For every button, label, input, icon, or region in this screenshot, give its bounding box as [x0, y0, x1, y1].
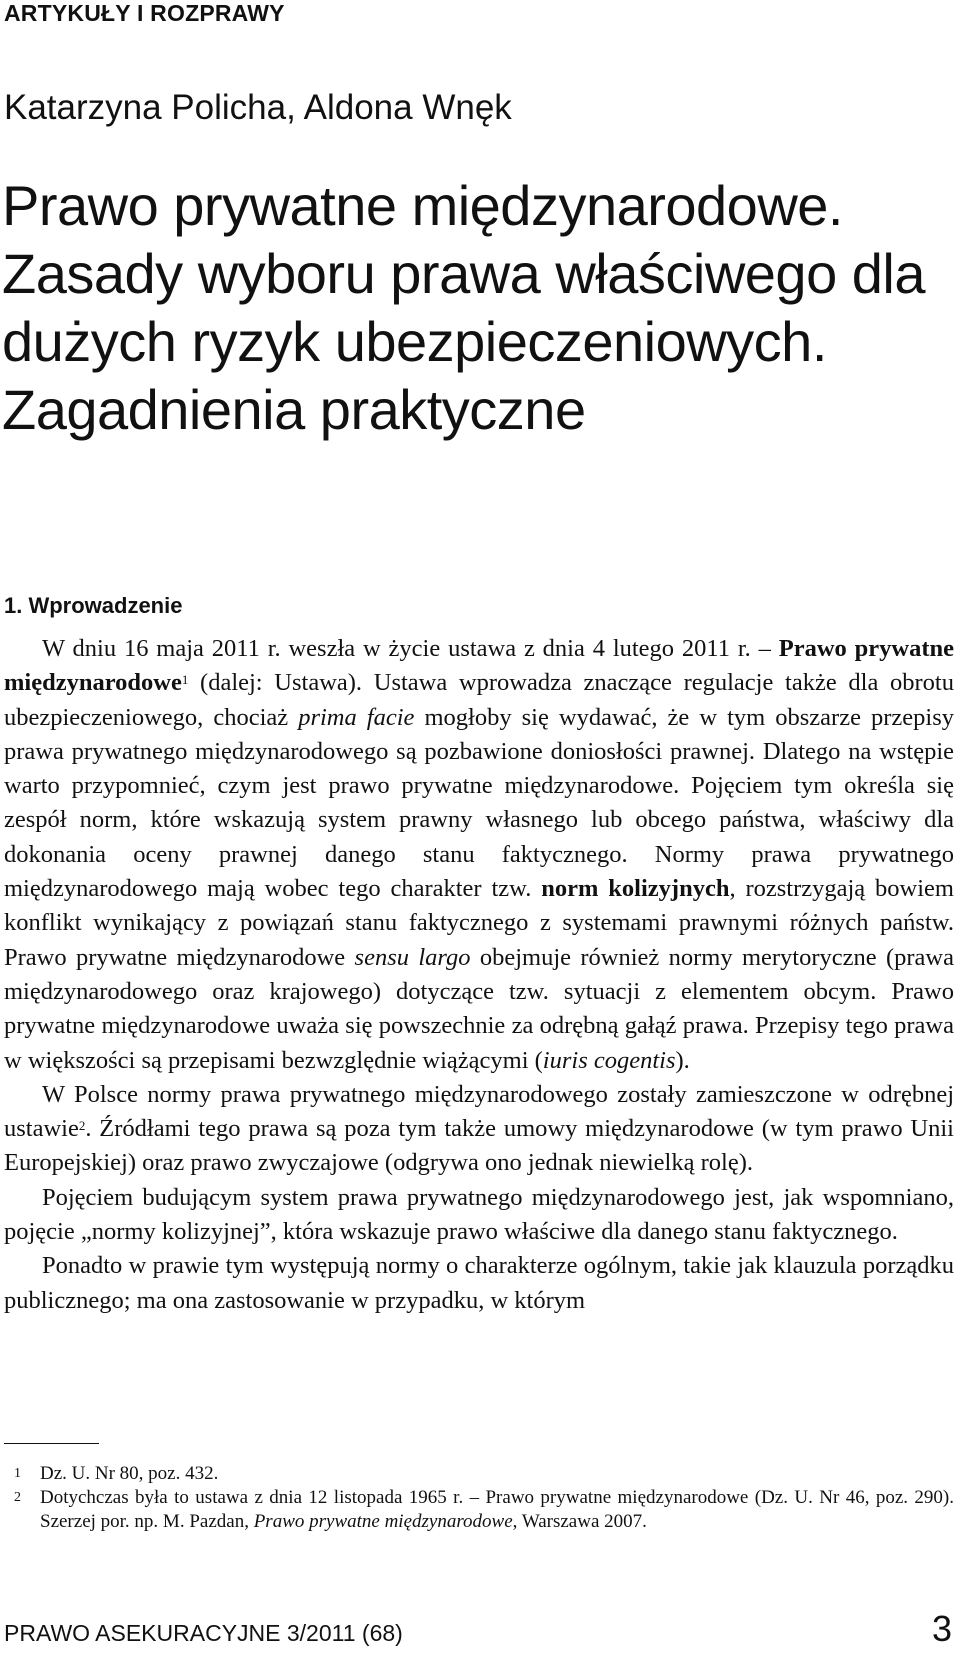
text-run: , rozstrzygają bowiem konflikt wynikający z powiązań stanu faktycznego z systemami prawnymi różnych państw. Prawo prywatne międzynarodowe	[4, 875, 954, 971]
section-label: ARTYKUŁY I ROZPRAWY	[4, 0, 285, 26]
footnotes	[4, 1462, 954, 1534]
italic-term: sensu largo	[354, 943, 471, 971]
footnote-divider	[4, 1443, 99, 1444]
paragraph-3: Pojęciem budującym system prawa prywatnego międzynarodowego jest, jak wspomniano, pojęcie „normy kolizyjnej”, która wskazuje prawo właściwe dla danego stanu faktycznego.	[4, 1183, 954, 1246]
journal-footer: PRAWO ASEKURACYJNE 3/2011 (68)	[4, 1620, 403, 1646]
paragraph-4: Ponadto w prawie tym występują normy o charakterze ogólnym, takie jak klauzula porządku publicznego; ma ona zastosowanie w przypadku, w którym	[4, 1252, 954, 1314]
footnote-text: Dz. U. Nr 80, poz. 432.	[40, 1463, 219, 1484]
footnote-ref-2[interactable]: 2	[78, 1118, 86, 1134]
italic-term: Prawo prywatne międzynarodowe	[253, 1511, 513, 1532]
paragraph-2	[4, 1078, 954, 1181]
page-number: 3	[931, 1608, 952, 1649]
footnote-text	[40, 1486, 954, 1534]
text-run: . Źródłami tego prawa są poza tym także umowy międzynarodowe (w tym prawo Unii Europejskiej) oraz prawo zwyczajowe (odgrywa ono jednak niewielką rolę).	[4, 1115, 954, 1177]
article-authors: Katarzyna Policha, Aldona Wnęk	[4, 88, 512, 127]
footnote-2	[4, 1486, 954, 1534]
footnote-number: 2	[14, 1490, 21, 1505]
text-run: W dniu 16 maja 2011 r. weszła w życie ustawa z dnia 4 lutego 2011 r. –	[42, 635, 779, 662]
bold-term: norm kolizyjnych	[541, 875, 730, 903]
text-run: obejmuje również normy merytoryczne (prawa międzynarodowego oraz krajowego) dotyczące tzw. sytuacji z elementem obcym. Prawo prywatne międzynarodowe uważa się powszechnie za odrębną gałąź prawa. Przepisy tego prawa w większości są przepisami bezwzględnie wiążącymi (	[4, 943, 954, 1074]
text-run: ).	[675, 1046, 690, 1074]
text-run: mogłoby się wydawać, że w tym obszarze przepisy prawa prywatnego międzynarodowego są pozbawione doniosłości prawnej. Dlatego na wstępie warto przypomnieć, czym jest prawo prywatne międzynarodowe. Pojęciem tym określa się zespół norm, które wskazują system prawny własnego lub obcego państwa, właściwy dla dokonania oceny prawnej danego stanu faktycznego. Normy prawa prywatnego międzynarodowego mają wobec tego charakter tzw.	[4, 703, 954, 903]
text-run: (dalej: Ustawa). Ustawa wprowadza znaczące regulacje także dla obrotu ubezpieczeniowego, chociaż	[4, 669, 954, 731]
article-title: Prawo prywatne międzynarodowe. Zasady wyboru prawa właściwego dla dużych ryzyk ubezpieczeniowych. Zagadnienia praktyczne	[2, 174, 925, 441]
paragraph-1	[4, 632, 954, 1078]
italic-term: prima facie	[298, 703, 415, 731]
text-run: Dotychczas była to ustawa z dnia 12 listopada 1965 r. – Prawo prywatne międzynarodowe (Dz. U. Nr 46, poz. 290). Szerzej por. np. M. Pazdan,	[40, 1487, 954, 1532]
text-run: , Warszawa 2007.	[512, 1511, 647, 1532]
footnote-number: 1	[14, 1466, 21, 1481]
footnote-1	[4, 1462, 954, 1486]
article-body	[4, 632, 954, 1318]
section-heading: 1. Wprowadzenie	[4, 593, 183, 618]
italic-term: iuris cogentis	[542, 1046, 676, 1074]
text-run: W Polsce normy prawa prywatnego międzynarodowego zostały zamieszczone w odrębnej ustawie	[4, 1080, 954, 1143]
footnote-ref-1[interactable]: 1	[181, 672, 189, 688]
bold-term: Prawo prywatne międzynarodowe	[4, 635, 954, 697]
